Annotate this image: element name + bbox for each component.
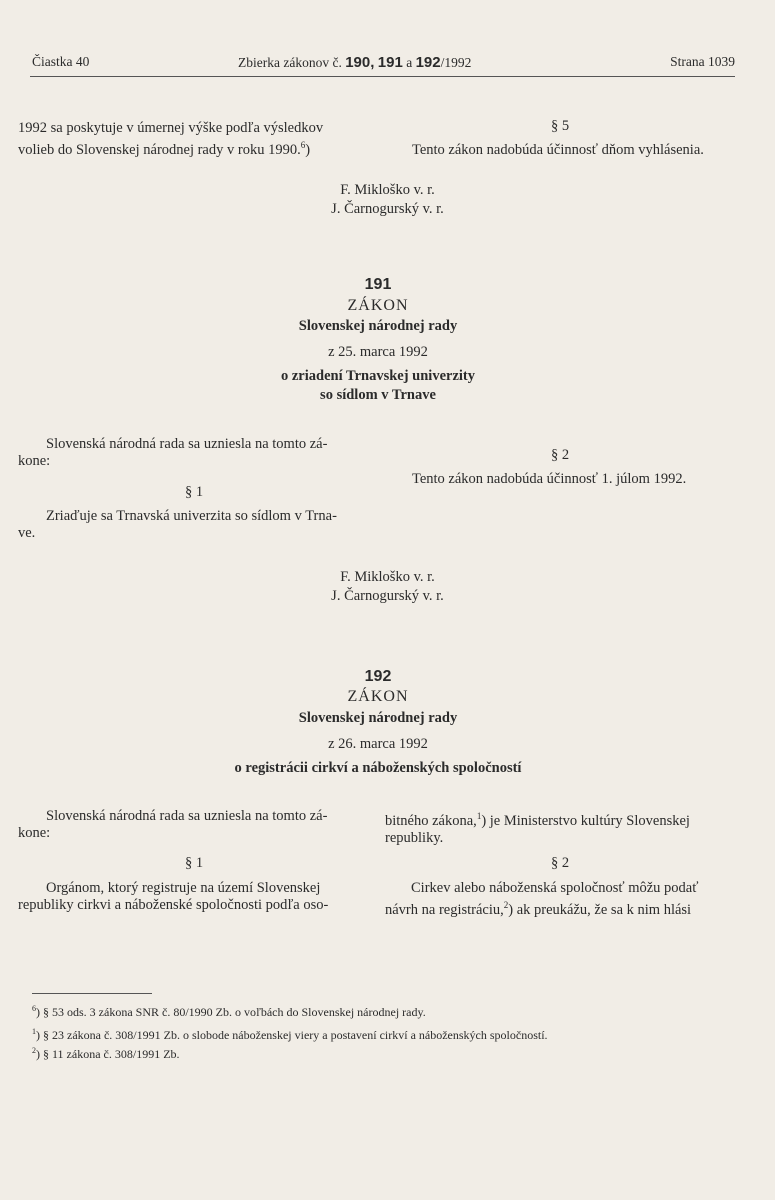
law192-sec1-heading: § 1	[184, 855, 204, 871]
law190-sec5-heading: § 5	[550, 118, 570, 134]
law191-date: z 25. marca 1992	[328, 344, 428, 360]
law190-tail-line1: 1992 sa poskytuje v úmernej výške podľa výsledkov	[18, 120, 324, 136]
law192-preamble-line1: Slovenská národná rada sa uzniesla na tomto zá-	[46, 808, 328, 824]
header-issue: Čiastka 40	[32, 54, 90, 69]
law190-signature-1: F. Mikloško v. r.	[340, 182, 435, 198]
law192-sec1-line1: Orgánom, ktorý registruje na území Slovenskej	[46, 880, 321, 896]
law190-signature-2: J. Čarnogurský v. r.	[331, 201, 444, 217]
header-num2: 191	[377, 54, 403, 71]
law191-sec1-heading: § 1	[184, 484, 204, 500]
law192-cont-line1: bitného zákona,$^1$) je Ministerstvo kultúry Slovenskej	[385, 811, 690, 829]
law192-sec2-heading: § 2	[550, 855, 570, 871]
law191-preamble-line2: kone:	[18, 453, 51, 469]
footnote-2: $^2$) § 11 zákona č. 308/1991 Zb.	[32, 1046, 180, 1061]
footnote-rule	[32, 993, 152, 994]
law192-issuer: Slovenskej národnej rady	[298, 710, 458, 726]
law191-signature-2: J. Čarnogurský v. r.	[331, 588, 444, 604]
law192-preamble	[18, 808, 370, 842]
law191-title-2: so sídlom v Trnave	[320, 387, 436, 403]
header-page: Strana 1039	[670, 54, 735, 69]
header-collection	[238, 54, 471, 71]
footnote-6: $^6$) § 53 ods. 3 zákona SNR č. 80/1990 Zb. o voľbách do Slovenskej národnej rady.	[32, 1004, 426, 1019]
law192-number: 192	[364, 668, 392, 685]
header-and: a	[406, 55, 413, 70]
fnref-6: 6	[300, 140, 306, 150]
law192-sec2-line2: návrh na registráciu,$^2$) ak preukážu, že sa k nim hlási	[385, 900, 692, 918]
law192-type: ZÁKON	[347, 688, 409, 705]
law191-signature-1: F. Mikloško v. r.	[340, 569, 435, 585]
law192-preamble-line2: kone:	[18, 825, 51, 841]
header-year: /1992	[440, 55, 472, 70]
law192-cont-line2: republiky.	[385, 829, 444, 846]
law192-title: o registrácii cirkví a náboženských spoločností	[234, 760, 522, 776]
law191-preamble-line1: Slovenská národná rada sa uzniesla na tomto zá-	[46, 436, 328, 452]
law191-sec2-text: Tento zákon nadobúda účinnosť 1. júlom 1992.	[412, 471, 687, 487]
footnote-1: $^1$) § 23 zákona č. 308/1991 Zb. o slobode náboženskej viery a postavení cirkví a náboženských spoločností.	[32, 1027, 548, 1042]
law191-number: 191	[364, 276, 392, 293]
law191-sec1-line1: Zriaďuje sa Trnavská univerzita so sídlom v Trna-	[46, 508, 337, 524]
law192-sec1-continuation	[385, 808, 755, 847]
law191-title-1: o zriadení Trnavskej univerzity	[281, 368, 475, 384]
law191-type: ZÁKON	[347, 297, 409, 314]
law192-sec2-text	[385, 880, 755, 919]
law192-sec2-line1: Cirkev alebo náboženská spoločnosť môžu podať	[411, 880, 699, 896]
law191-preamble	[18, 436, 370, 470]
header-num3: 192	[415, 54, 441, 71]
law191-issuer: Slovenskej národnej rady	[298, 318, 458, 334]
law192-sec1-text	[18, 880, 370, 914]
law191-sec2-heading: § 2	[550, 447, 570, 463]
law192-sec1-line2: republiky cirkvi a náboženské spoločnosti podľa oso-	[18, 897, 329, 913]
header-prefix: Zbierka zákonov č.	[238, 55, 342, 70]
fnref-2: 2	[503, 900, 509, 910]
header-num1: 190,	[345, 54, 375, 71]
law192-date: z 26. marca 1992	[328, 736, 428, 752]
law190-sec5-text: Tento zákon nadobúda účinnosť dňom vyhlásenia.	[412, 142, 704, 158]
law191-sec1-text	[18, 508, 370, 542]
law190-tail-line2: volieb do Slovenskej národnej rady v roku 1990.$^6$)	[18, 140, 311, 158]
law190-tail	[18, 120, 370, 159]
header-rule	[30, 76, 735, 77]
law191-sec1-line2: ve.	[18, 525, 36, 541]
fnref-1: 1	[476, 811, 482, 821]
